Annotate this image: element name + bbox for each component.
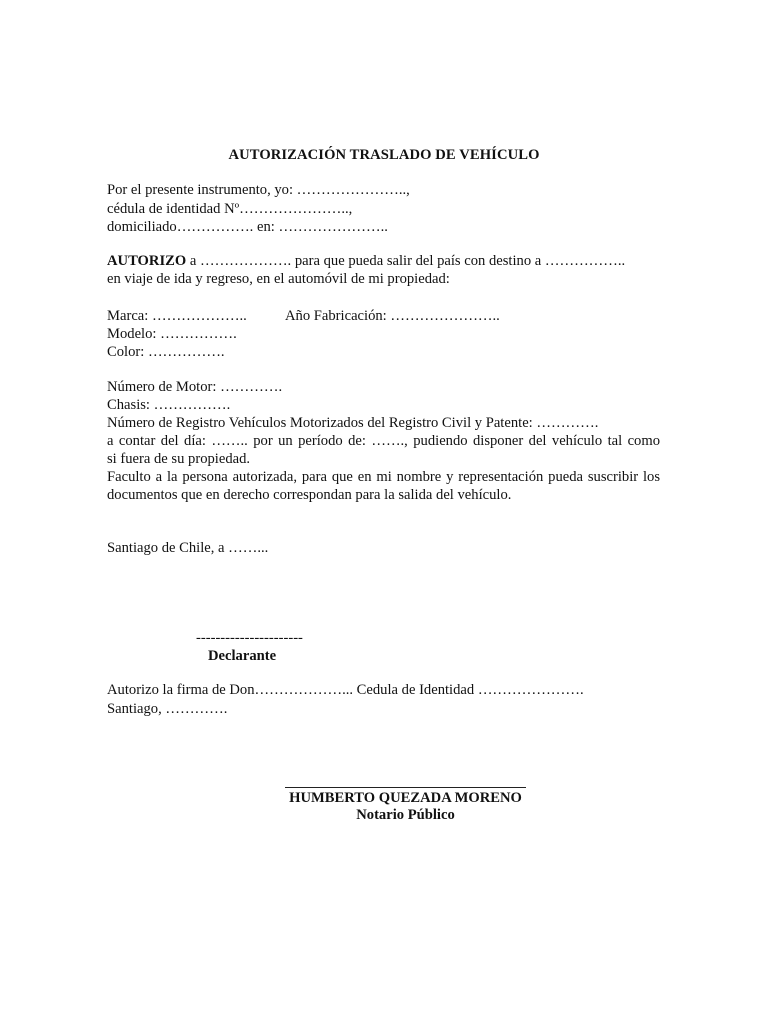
registro-field: Número de Registro Vehículos Motorizados del Registro Civil y Patente: ………….	[107, 415, 599, 431]
autorizo-line-2: en viaje de ida y regreso, en el automóvil de mi propiedad:	[107, 271, 450, 287]
faculto-line-2: documentos que en derecho correspondan para la salida del vehículo.	[107, 487, 512, 503]
chasis-field: Chasis: …………….	[107, 397, 231, 413]
autorizo-keyword: AUTORIZO	[107, 253, 187, 269]
notary-name: HUMBERTO QUEZADA MORENO	[289, 790, 522, 806]
firma-line-1: Autorizo la firma de Don………………... Cedula de Identidad ………………….	[107, 682, 584, 698]
autorizo-text: a ………………. para que pueda salir del país con destino a ……………..	[186, 253, 626, 269]
motor-field: Número de Motor: ………….	[107, 379, 283, 395]
contar-line-2: si fuera de su propiedad.	[107, 451, 251, 467]
document-title: AUTORIZACIÓN TRASLADO DE VEHÍCULO	[228, 147, 540, 163]
intro-line-2: cédula de identidad Nº…………………..,	[107, 201, 353, 217]
declarante-label: Declarante	[208, 648, 277, 664]
declarante-signature-line: ----------------------	[196, 630, 303, 646]
contar-line-1: a contar del día: …….. por un período de: ……., pudiendo disponer del vehículo tal como	[107, 433, 660, 449]
intro-line-3: domiciliado……………. en: …………………..	[107, 219, 388, 235]
place-date: Santiago de Chile, a ……...	[107, 540, 269, 556]
faculto-line-1: Faculto a la persona autorizada, para que en mi nombre y representación pueda suscribir los	[107, 469, 660, 485]
intro-line-1: Por el presente instrumento, yo: …………………..,	[107, 182, 410, 198]
color-field: Color: …………….	[107, 344, 225, 360]
marca-field: Marca: ………………..	[107, 308, 247, 324]
notary-role: Notario Público	[356, 807, 455, 823]
autorizo-line-1	[107, 252, 625, 270]
modelo-field: Modelo: …………….	[107, 326, 237, 342]
notary-signature-rule	[285, 787, 526, 788]
firma-line-2: Santiago, ………….	[107, 701, 228, 717]
anio-fabricacion-field: Año Fabricación: …………………..	[285, 308, 500, 324]
